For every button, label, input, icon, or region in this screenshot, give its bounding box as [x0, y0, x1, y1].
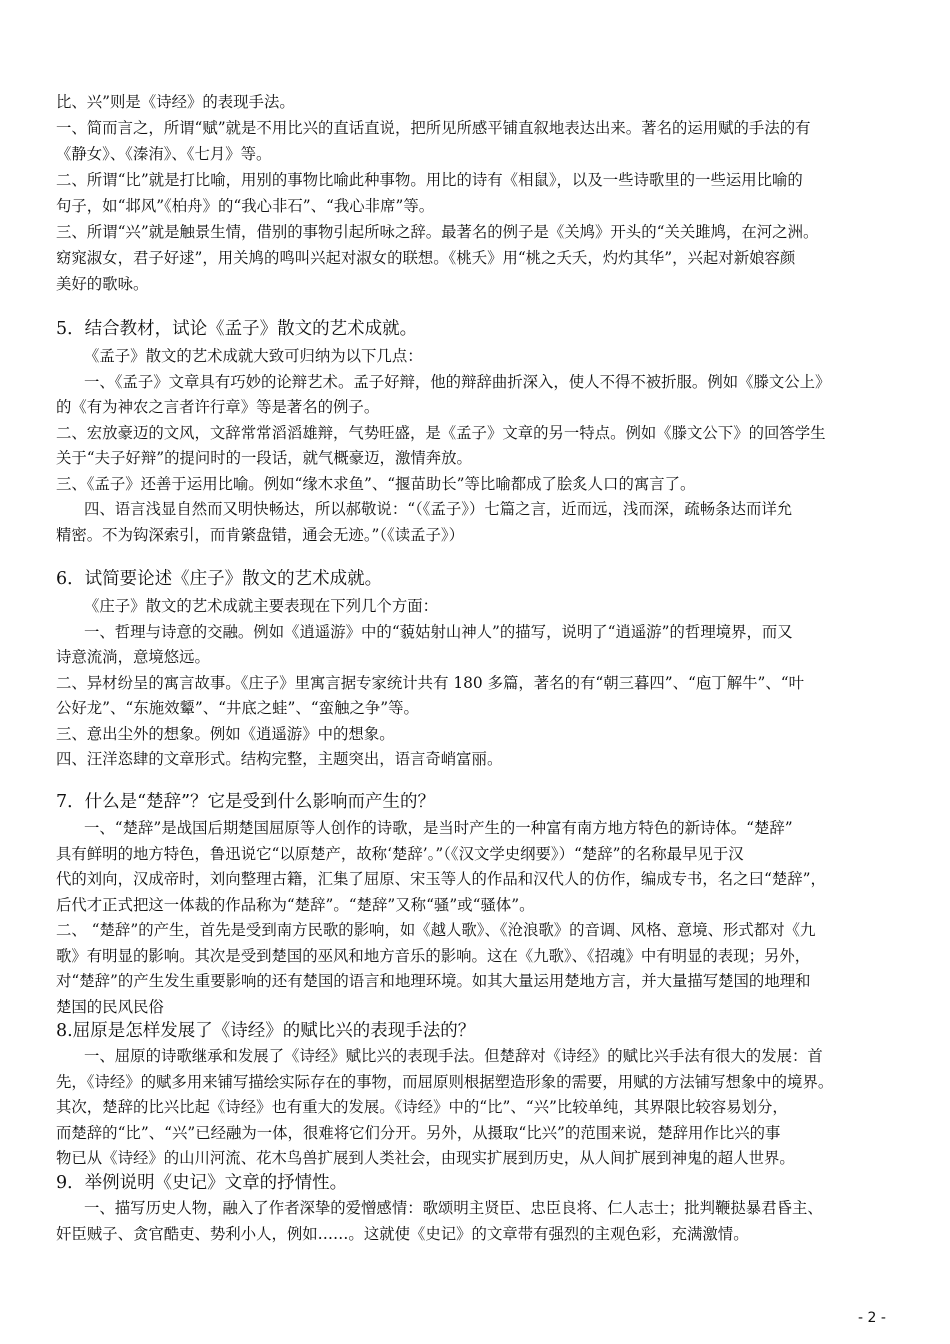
text-line: 先，《诗经》的赋多用来铺写描绘实际存在的事物，而屈原则根据塑造形象的需要，用赋的方法铺写想象中的境界。	[56, 1073, 834, 1091]
text-line: 一、《孟子》文章具有巧妙的论辩艺术。孟子好辩，他的辩辞曲折深入，使人不得不被折服。例如《滕文公上》	[84, 373, 831, 391]
text-line: 歌》有明显的影响。其次是受到楚国的巫风和地方音乐的影响。这在《九歌》、《招魂》中有明显的表现；另外，	[56, 947, 811, 965]
text-line: 一、“楚辞”是战国后期楚国屈原等人创作的诗歌，是当时产生的一种富有南方地方特色的新诗体。“楚辞”	[84, 819, 793, 837]
text-line: 四、汪洋恣肆的文章形式。结构完整，主题突出，语言奇峭富丽。	[56, 750, 503, 768]
text-line: 诗意流淌，意境悠远。	[56, 648, 210, 666]
text-line: 一、屈原的诗歌继承和发展了《诗经》赋比兴的表现手法。但楚辞对《诗经》的赋比兴手法有很大的发展：首	[84, 1047, 823, 1065]
text-line: 《静女》、《溱洧》、《七月》等。	[56, 145, 272, 163]
text-line: 句子，如“邶风”《柏舟》的“我心非石”、“我心非席”等。	[56, 197, 435, 215]
text-line: 三、《孟子》还善于运用比喻。例如“缘木求鱼”、“揠苗助长”等比喻都成了脍炙人口的寓言了。	[56, 475, 696, 493]
question-heading: 8.屈原是怎样发展了《诗经》的赋比兴的表现手法的？	[56, 1021, 476, 1041]
text-line: 《庄子》散文的艺术成就主要表现在下列几个方面：	[84, 597, 438, 615]
text-line: 《孟子》散文的艺术成就大致可归纳为以下几点：	[84, 347, 423, 365]
text-line: 窈窕淑女，君子好逑”，用关鸠的鸣叫兴起对淑女的联想。《桃夭》用“桃之夭夭，灼灼其华”，兴起对新娘容颜	[56, 249, 796, 267]
question-heading: 7．什么是“楚辞”？它是受到什么影响而产生的？	[56, 792, 436, 812]
text-line: 物已从《诗经》的山川河流、花木鸟兽扩展到人类社会，由现实扩展到历史，从人间扩展到神鬼的超人世界。	[56, 1149, 795, 1167]
text-line: 二、异材纷呈的寓言故事。《庄子》里寓言据专家统计共有 180 多篇，著名的有“朝三暮四”、“庖丁解牛”、“叶	[56, 674, 804, 692]
text-line: 奸臣贼子、贪官酷吏、势利小人，例如……。这就使《史记》的文章带有强烈的主观色彩，充满激情。	[56, 1225, 749, 1243]
text-line: 一、简而言之，所谓“赋”就是不用比兴的直话直说，把所见所感平铺直叙地表达出来。著名的运用赋的手法的有	[56, 119, 811, 137]
question-heading: 9．举例说明《史记》文章的抒情性。	[56, 1173, 348, 1193]
text-line: 而楚辞的“比”、“兴”已经融为一体，很难将它们分开。另外，从摄取“比兴”的范围来说，楚辞用作比兴的事	[56, 1124, 781, 1142]
text-line: 三、意出尘外的想象。例如《逍遥游》中的想象。	[56, 725, 395, 743]
text-line: 后代才正式把这一体裁的作品称为“楚辞”。“楚辞”又称“骚”或“骚体”。	[56, 896, 535, 914]
text-line: 楚国的民风民俗	[56, 998, 164, 1016]
text-line: 四、语言浅显自然而又明快畅达，所以郝敬说：“（《孟子》）七篇之言，近而远，浅而深，疏畅条达而详允	[84, 500, 793, 518]
text-line: 比、兴”则是《诗经》的表现手法。	[56, 93, 295, 111]
text-line: 代的刘向，汉成帝时，刘向整理古籍，汇集了屈原、宋玉等人的作品和汉代人的仿作，编成专书，名之曰“楚辞”，	[56, 870, 826, 888]
text-line: 公好龙”、“东施效颦”、“井底之蛙”、“蛮触之争”等。	[56, 699, 419, 717]
text-line: 的《有为神农之言者许行章》等是著名的例子。	[56, 398, 380, 416]
page-number: - 2 -	[858, 1310, 886, 1326]
text-line: 对“楚辞”的产生发生重要影响的还有楚国的语言和地理环境。如其大量运用楚地方言，并大量描写楚国的地理和	[56, 972, 811, 990]
text-line: 美好的歌咏。	[56, 275, 149, 293]
text-line: 三、所谓“兴”就是触景生情，借别的事物引起所咏之辞。最著名的例子是《关鸠》开头的“关关雎鸠，在河之洲。	[56, 223, 819, 241]
text-line: 关于“夫子好辩”的提问时的一段话，就气概豪迈，激情奔放。	[56, 449, 472, 467]
question-heading: 5．结合教材，试论《孟子》散文的艺术成就。	[56, 319, 418, 339]
text-line: 二、宏放豪迈的文风，文辞常常滔滔雄辩，气势旺盛，是《孟子》文章的另一特点。例如《滕文公下》的回答学生	[56, 424, 826, 442]
question-heading: 6．试简要论述《庄子》散文的艺术成就。	[56, 569, 383, 589]
text-line: 具有鲜明的地方特色，鲁迅说它“以原楚产，故称‘楚辞’。”（《汉文学史纲要》）“楚辞”的名称最早见于汉	[56, 845, 744, 863]
text-line: 二、 “楚辞”的产生，首先是受到南方民歌的影响，如《越人歌》、《沧浪歌》的音调、风格、意境、形式都对《九	[56, 921, 816, 939]
text-line: 二、所谓“比”就是打比喻，用别的事物比喻此种事物。用比的诗有《相鼠》，以及一些诗歌里的一些运用比喻的	[56, 171, 803, 189]
text-line: 其次，楚辞的比兴比起《诗经》也有重大的发展。《诗经》中的“比”、“兴”比较单纯，其界限比较容易划分，	[56, 1098, 788, 1116]
text-line: 一、哲理与诗意的交融。例如《逍遥游》中的“藐姑射山神人”的描写，说明了“逍遥游”的哲理境界，而又	[84, 623, 793, 641]
text-line: 精密。不为钩深索引，而肯綮盘错，通会无迹。”（《读孟子》）	[56, 526, 465, 544]
text-line: 一、描写历史人物，融入了作者深挚的爱憎感情：歌颂明主贤臣、忠臣良将、仁人志士；批判鞭挞暴君昏主、	[84, 1199, 823, 1217]
